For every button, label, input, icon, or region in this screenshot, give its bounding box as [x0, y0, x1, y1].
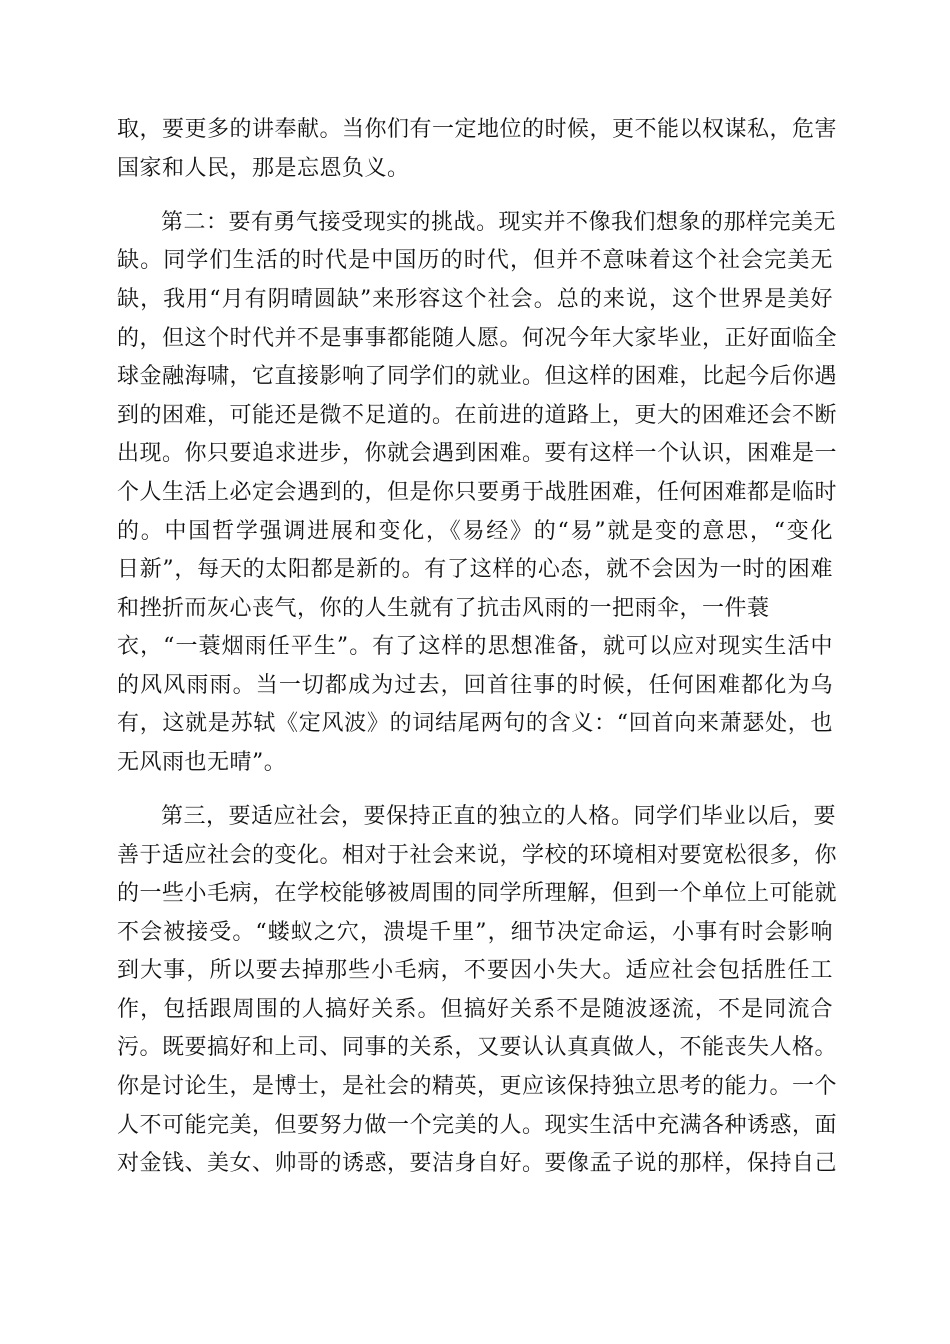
paragraph-2-line-12: 衣，“一蓑烟雨任平生”。有了这样的思想准备，就可以应对现实生活中	[117, 634, 833, 659]
paragraph-3-line-3: 的一些小毛病，在学校能够被周围的同学所理解，但到一个单位上可能就	[117, 881, 838, 906]
paragraph-2-line-13: 的风风雨雨。当一切都成为过去，回首往事的时候，任何困难都化为乌	[117, 673, 833, 698]
paragraph-2-line-9: 的。中国哲学强调进展和变化，《易经》的“易”就是变的意思，“变化	[117, 519, 833, 544]
paragraph-2-line-1: 第二：要有勇气接受现实的挑战。现实并不像我们想象的那样完美无	[161, 210, 837, 235]
paragraph-2-line-4: 的，但这个时代并不是事事都能随人愿。何况今年大家毕业，正好面临全	[117, 326, 838, 351]
paragraph-2-line-14: 有，这就是苏轼《定风波》的词结尾两句的含义：“回首向来萧瑟处，也	[117, 711, 833, 736]
paragraph-1-line-1: 取，要更多的讲奉献。当你们有一定地位的时候，更不能以权谋私，危害	[117, 117, 838, 142]
paragraph-2-line-5: 球金融海啸，它直接影响了同学们的就业。但这样的困难，比起今后你遇	[117, 364, 838, 389]
paragraph-3-line-7: 污。既要搞好和上司、同事的关系，又要认认真真做人，不能丧失人格。	[117, 1035, 838, 1060]
paragraph-3-line-4: 不会被接受。“蝼蚁之穴，溃堤千里”，细节决定命运，小事有时会影响	[117, 920, 833, 945]
paragraph-3-line-2: 善于适应社会的变化。相对于社会来说，学校的环境相对要宽松很多，你	[117, 843, 838, 868]
paragraph-3-line-5: 到大事，所以要去掉那些小毛病，不要因小失大。适应社会包括胜任工	[117, 958, 833, 983]
paragraph-2-line-10: 日新”，每天的太阳都是新的。有了这样的心态，就不会因为一时的困难	[117, 557, 833, 582]
paragraph-2-line-2: 缺。同学们生活的时代是中国历的时代，但并不意味着这个社会完美无	[117, 248, 833, 273]
paragraph-3-line-6: 作，包括跟周围的人搞好关系。但搞好关系不是随波逐流，不是同流合	[117, 997, 833, 1022]
paragraph-2-line-7: 出现。你只要追求进步，你就会遇到困难。要有这样一个认识，困难是一	[117, 441, 838, 466]
paragraph-2-line-11: 和挫折而灰心丧气，你的人生就有了抗击风雨的一把雨伞，一件蓑	[117, 596, 770, 621]
paragraph-2-line-15: 无风雨也无晴”。	[117, 750, 287, 775]
paragraph-3-line-10: 对金钱、美女、帅哥的诱惑，要洁身自好。要像孟子说的那样，保持自己	[117, 1151, 838, 1176]
paragraph-2-line-8: 个人生活上必定会遇到的，但是你只要勇于战胜困难，任何困难都是临时	[117, 480, 838, 505]
paragraph-2-line-3: 缺，我用“月有阴晴圆缺”来形容这个社会。总的来说，这个世界是美好	[117, 287, 833, 312]
paragraph-3-line-1: 第三，要适应社会，要保持正直的独立的人格。同学们毕业以后，要	[161, 804, 837, 829]
paragraph-2-line-6: 到的困难，可能还是微不足道的。在前进的道路上，更大的困难还会不断	[117, 403, 838, 428]
paragraph-3-line-8: 你是讨论生，是博士，是社会的精英，更应该保持独立思考的能力。一个	[117, 1074, 838, 1099]
paragraph-1-line-2: 国家和人民，那是忘恩负义。	[117, 156, 410, 181]
paragraph-3-line-9: 人不可能完美，但要努力做一个完美的人。现实生活中充满各种诱惑，面	[117, 1113, 838, 1138]
